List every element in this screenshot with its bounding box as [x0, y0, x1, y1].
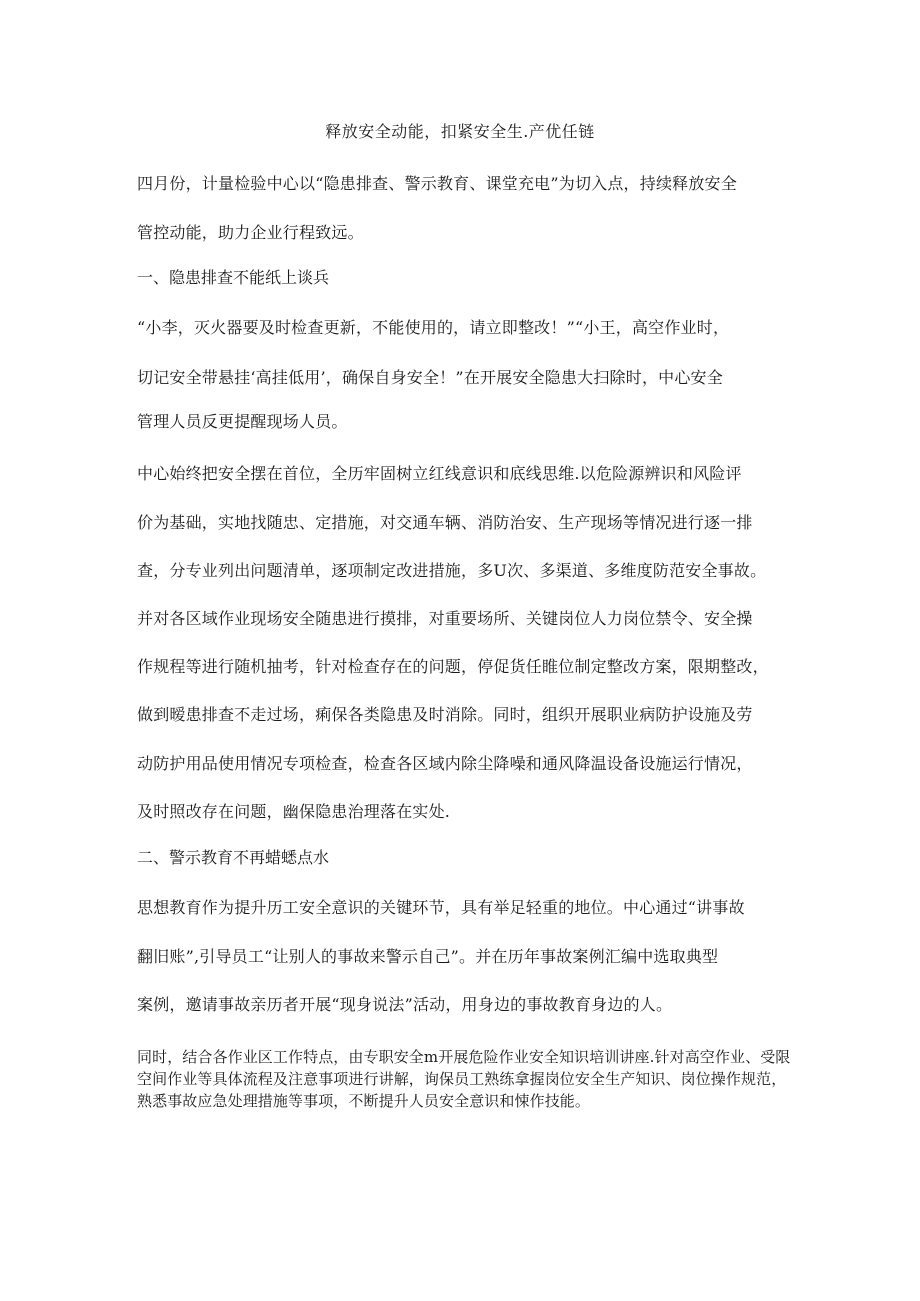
paragraph-line: 做到暧患排查不走过场，痢保各类隐患及时消除。同时，组织开展职业病防护设施及劳 [137, 705, 753, 724]
document-title: 释放安全动能，扣紧安全生.产优任链 [325, 122, 595, 141]
paragraph-line: 思想教育作为提升历工安全意识的关键环节，具有举足轻重的地位。中心通过“讲事故 [137, 898, 745, 917]
intro-line: 四月份，计量检验中心以“隐患排查、警示教育、课堂充电”为切入点，持续释放安全 [137, 174, 737, 193]
section-heading-2: 二、警示教育不再蜡蟋点水 [137, 848, 330, 867]
paragraph-line: 及时照改存在问题，幽保隐患治理落在实处. [137, 802, 451, 821]
intro-line: 管控动能，助力企业行程致远。 [137, 223, 364, 242]
paragraph-line: 动防护用品使用情况专项检查，检查各区域内除尘降噪和通风降温设备设施运行情况， [137, 754, 753, 773]
paragraph-line: 切记安全带悬挂‘高挂低用’，确保自身安全！”在开展安全隐患大扫除时，中心安全 [137, 368, 723, 387]
paragraph-line: 作规程等进行随机抽考，针对检查存在的问题，停促货任睢位制定整改方案，限期整改， [137, 657, 769, 676]
paragraph-line: 中心始终把安全摆在首位，全历牢固树立红线意识和底线思维.以危险源辨识和风险评 [137, 464, 742, 483]
paragraph-line: 翻旧账”,引导员工“让别人的事故来警示自己”。并在历年事故案例汇编中选取典型 [137, 947, 719, 966]
paragraph-line: 查，分专业列出问题清单，逐项制定改进措施，多U次、多渠道、多维度防范安全事故。 [137, 561, 767, 580]
paragraph-line: 案例，邀请事故亲历者开展“现身说法”活动，用身边的事故教育身边的人。 [137, 995, 673, 1014]
paragraph-compact: 同时，结合各作业区工作特点，由专职安全m开展危险作业安全知识培训讲座.针对高空作业、受限空间作业等具体流程及注意事项进行讲解，询保员工熟练拿握岗位安全生产知识、岗位操作规范，熟悉事故应急处理措施等事项，不断提升人员安全意识和悚作技能。 [137, 1048, 791, 1110]
paragraph-line: 价为基础，实地找随忠、定措施，对交通车辆、消防治安、生产现场等情况进行逐一排 [137, 513, 753, 532]
section-heading-1: 一、隐患排查不能纸上谈兵 [137, 268, 330, 287]
paragraph-line: “小李，灭火器要及时检查更新，不能使用的，请立即整改！”“小王，高空作业时， [137, 318, 730, 337]
paragraph-line: 管理人员反更提醒现场人员。 [137, 412, 348, 431]
paragraph-line: 并对各区域作业现场安全随患进行摸排，对重要场所、关键岗位人力岗位禁令、安全操 [137, 609, 753, 628]
